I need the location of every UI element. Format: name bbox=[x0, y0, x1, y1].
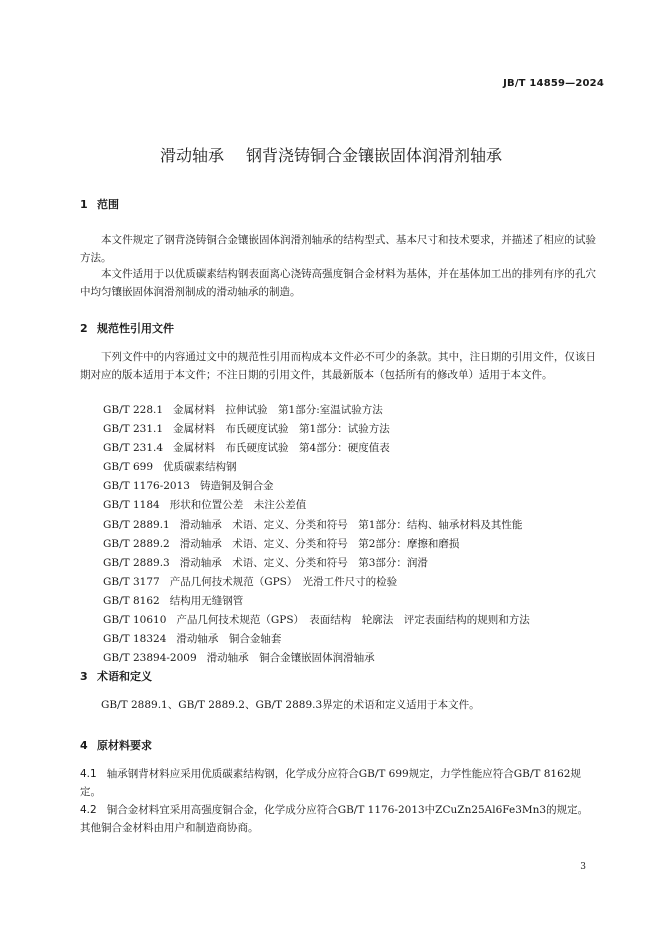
clause-number: 4.1 bbox=[80, 768, 97, 780]
reference-item bbox=[103, 573, 530, 592]
page-number: 3 bbox=[580, 862, 586, 872]
reference-title: 金属材料 拉伸试验 第1部分:室温试验方法 bbox=[173, 404, 383, 416]
reference-code: GB/T 2889.1 bbox=[103, 518, 170, 531]
reference-code: GB/T 10610 bbox=[103, 614, 167, 627]
reference-item bbox=[103, 592, 530, 611]
section-title: 范围 bbox=[97, 198, 119, 211]
reference-item bbox=[103, 649, 530, 668]
section-number: 2 bbox=[80, 322, 88, 335]
reference-item bbox=[103, 458, 530, 477]
standard-code: JB/T 14859—2024 bbox=[503, 78, 604, 89]
requirement-4-1 bbox=[80, 766, 596, 801]
reference-title: 产品几何技术规范（GPS） 表面结构 轮廓法 评定表面结构的规则和方法 bbox=[176, 614, 530, 627]
scope-paragraph-1: 本文件规定了钢背浇铸铜合金镶嵌固体润滑剂轴承的结构型式、基本尺寸和技术要求，并描述了相应的试验方法。 bbox=[80, 234, 596, 264]
reference-title: 金属材料 布氏硬度试验 第4部分：硬度值表 bbox=[173, 442, 390, 455]
section-title: 原材料要求 bbox=[97, 739, 152, 752]
scope-paragraph-2: 本文件适用于以优质碳素结构钢表面离心浇铸高强度铜合金材料为基体，并在基体加工出的排列有序的孔穴中均匀镶嵌固体润滑剂制成的滑动轴承的制造。 bbox=[80, 268, 596, 298]
reference-code: GB/T 1176-2013 bbox=[103, 480, 190, 493]
reference-code: GB/T 1184 bbox=[103, 499, 160, 512]
section-2-heading bbox=[80, 320, 174, 336]
clause-number: 4.2 bbox=[80, 804, 97, 816]
reference-item bbox=[103, 516, 530, 535]
section-title: 术语和定义 bbox=[97, 670, 152, 683]
reference-code: GB/T 231.1 bbox=[103, 423, 164, 436]
reference-item bbox=[103, 420, 530, 439]
title-part-2: 钢背浇铸铜合金镶嵌固体润滑剂轴承 bbox=[246, 146, 503, 165]
reference-code: GB/T 231.4 bbox=[103, 442, 164, 455]
reference-code: GB/T 3177 bbox=[103, 575, 160, 588]
section-title: 规范性引用文件 bbox=[97, 322, 174, 335]
reference-code: GB/T 2889.2 bbox=[103, 537, 170, 550]
reference-code: GB/T 2889.3 bbox=[103, 556, 170, 569]
reference-title: 优质碳素结构钢 bbox=[163, 461, 237, 474]
reference-title: 滑动轴承 铜合金镶嵌固体润滑轴承 bbox=[206, 652, 375, 665]
reference-item bbox=[103, 496, 530, 515]
reference-item bbox=[103, 630, 530, 649]
reference-list bbox=[103, 401, 530, 668]
reference-title: 滑动轴承 术语、定义、分类和符号 第1部分：结构、轴承材料及其性能 bbox=[179, 518, 523, 531]
references-intro: 下列文件中的内容通过文中的规范性引用而构成本文件必不可少的条款。其中，注日期的引用文件，仅该日期对应的版本适用于本文件；不注日期的引用文件，其最新版本（包括所有的修改单）适用于本文件。 bbox=[80, 351, 596, 381]
reference-title: 形状和位置公差 未注公差值 bbox=[169, 499, 307, 512]
reference-title: 滑动轴承 术语、定义、分类和符号 第3部分：润滑 bbox=[179, 556, 428, 569]
reference-code: GB/T 8162 bbox=[103, 594, 160, 607]
clause-text: 铜合金材料宜采用高强度铜合金，化学成分应符合GB/T 1176-2013中ZCuZn25Al6Fe3Mn3的规定。其他铜合金材料由用户和制造商协商。 bbox=[80, 804, 589, 834]
reference-item bbox=[103, 401, 530, 420]
reference-title: 滑动轴承 术语、定义、分类和符号 第2部分：摩擦和磨损 bbox=[179, 537, 460, 550]
terms-paragraph: GB/T 2889.1、GB/T 2889.2、GB/T 2889.3界定的术语和定义适用于本文件。 bbox=[101, 699, 480, 711]
reference-item bbox=[103, 535, 530, 554]
reference-item bbox=[103, 611, 530, 630]
reference-item bbox=[103, 477, 530, 496]
reference-title: 金属材料 布氏硬度试验 第1部分：试验方法 bbox=[173, 423, 390, 436]
reference-code: GB/T 18324 bbox=[103, 633, 167, 646]
reference-item bbox=[103, 439, 530, 458]
reference-code: GB/T 228.1 bbox=[103, 404, 164, 416]
section-1-heading bbox=[80, 196, 119, 212]
reference-item bbox=[103, 554, 530, 573]
section-number: 3 bbox=[80, 670, 88, 683]
document-title bbox=[0, 143, 662, 166]
section-4-heading bbox=[80, 737, 152, 753]
reference-code: GB/T 699 bbox=[103, 461, 154, 474]
reference-title: 滑动轴承 铜合金轴套 bbox=[176, 633, 282, 646]
reference-title: 铸造铜及铜合金 bbox=[199, 480, 274, 493]
reference-title: 结构用无缝钢管 bbox=[169, 594, 244, 607]
requirement-4-2 bbox=[80, 802, 596, 837]
reference-title: 产品几何技术规范（GPS） 光滑工件尺寸的检验 bbox=[169, 575, 398, 588]
clause-text: 轴承钢背材料应采用优质碳素结构钢，化学成分应符合GB/T 699规定，力学性能应符合GB/T 8162规定。 bbox=[80, 768, 581, 798]
section-3-heading bbox=[80, 668, 152, 684]
title-part-1: 滑动轴承 bbox=[159, 146, 224, 165]
section-number: 1 bbox=[80, 198, 88, 211]
reference-code: GB/T 23894-2009 bbox=[103, 652, 197, 665]
section-number: 4 bbox=[80, 739, 88, 752]
